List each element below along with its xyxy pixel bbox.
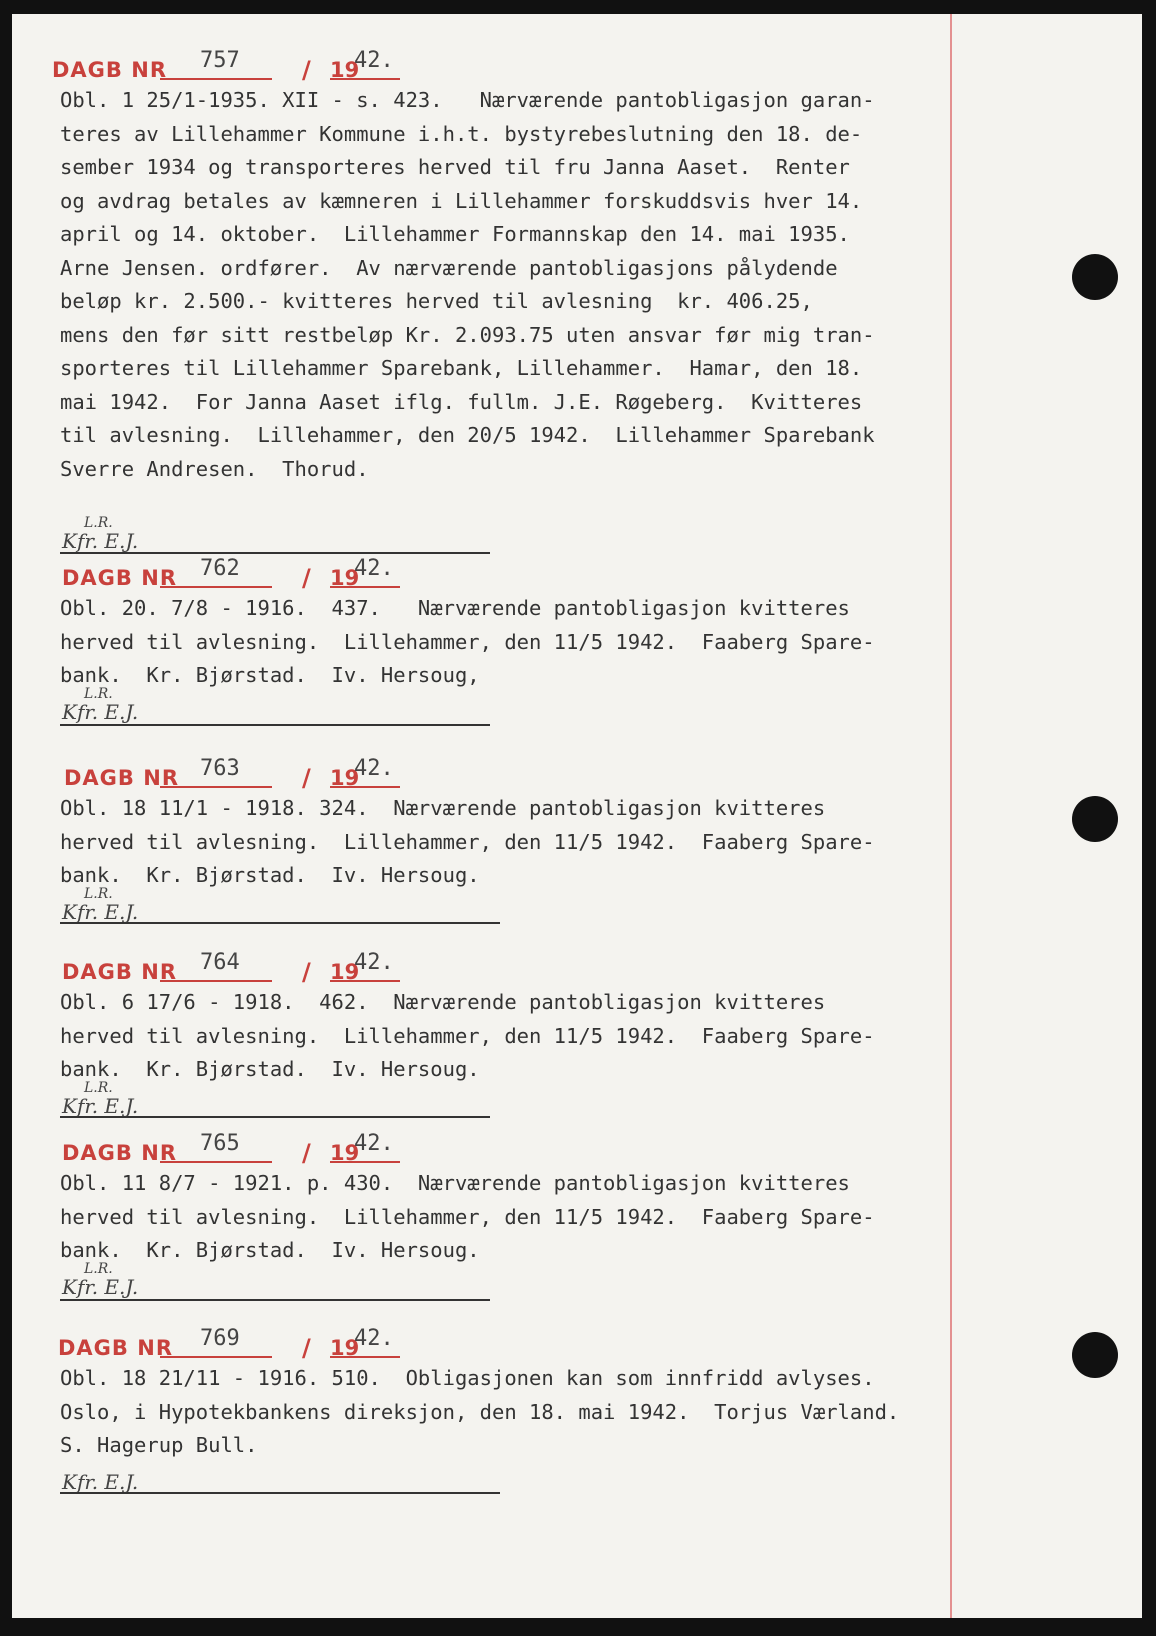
text-line: bank. Kr. Bjørstad. Iv. Hersoug. [60,863,480,887]
handwritten-signature [62,1470,138,1494]
text-line: Obl. 1 25/1-1935. XII - s. 423. Nærværende pantobligasjon garan- [60,88,875,112]
handwritten-signature [62,1080,139,1118]
year-prefix: 19 [330,566,360,590]
text-line: til avlesning. Lillehammer, den 20/5 1942. Lillehammer Sparebank [60,423,875,447]
slash: / [302,1139,311,1167]
number-underline [160,1356,272,1358]
signature-text: Kfr. E.J. [62,900,139,924]
text-line: Sverre Andresen. Thorud. [60,456,369,481]
entry-text [60,1167,950,1268]
text-line: mens den før sitt restbeløp Kr. 2.093.75 uten ansvar før mig tran- [60,322,875,347]
text-line: herved til avlesning. Lillehammer, den 11/5 1942. Faaberg Spare- [60,1204,875,1229]
separator-rule [60,1116,490,1118]
year-prefix: 19 [330,1336,360,1360]
punch-hole [1072,1332,1118,1378]
signature-text: Kfr. E.J. [62,700,139,724]
year-prefix: 19 [330,766,360,790]
signature-text: Kfr. E.J. [62,1275,139,1299]
year-underline [330,586,400,588]
number-underline [160,786,272,788]
entry-header [12,756,432,792]
text-line: beløp kr. 2.500.- kvitteres herved til avlesning kr. 406.25, [60,289,813,313]
text-line: Obl. 6 17/6 - 1918. 462. Nærværende pantobligasjon kvitteres [60,990,826,1014]
slash: / [302,764,311,792]
text-line: sporteres til Lillehammer Sparebank, Lillehammer. Hamar, den 18. [60,356,863,380]
entry-year: 42. [354,1326,394,1351]
punch-hole [1072,254,1118,300]
number-underline [160,1161,272,1163]
entry-year: 42. [354,48,394,73]
text-line: bank. Kr. Bjørstad. Iv. Hersoug, [60,663,480,687]
year-underline [330,1356,400,1358]
separator-rule [60,552,490,554]
handwritten-signature [62,886,139,924]
entry-header [12,950,432,986]
entry-header [12,1326,432,1362]
text-line: Obl. 18 11/1 - 1918. 324. Nærværende pantobligasjon kvitteres [60,796,826,820]
number-underline [160,586,272,588]
entry-number: 757 [200,48,240,73]
signature-text: Kfr. E.J. [62,1470,139,1494]
year-prefix: 19 [330,58,360,82]
separator-rule [60,922,500,924]
separator-rule [60,724,490,726]
number-underline [160,78,272,80]
text-line: bank. Kr. Bjørstad. Iv. Hersoug. [60,1238,480,1262]
document-page [12,14,1142,1618]
year-underline [330,980,400,982]
year-underline [330,78,400,80]
slash: / [302,564,311,592]
text-line: herved til avlesning. Lillehammer, den 11/5 1942. Faaberg Spare- [60,1023,875,1048]
year-prefix: 19 [330,1141,360,1165]
signature-initials: L.R. [84,886,113,902]
entry-header [12,48,432,84]
dagb-label: DAGB NR [52,58,167,82]
text-line: S. Hagerup Bull. [60,1433,258,1457]
text-line: og avdrag betales av kæmneren i Lillehammer forskuddsvis hver 14. [60,188,863,213]
text-line: Arne Jensen. ordfører. Av nærværende pantobligasjons pålydende [60,255,838,280]
margin-rule [950,14,952,1618]
text-line: herved til avlesning. Lillehammer, den 11/5 1942. Faaberg Spare- [60,829,875,854]
signature-initials: L.R. [84,1080,113,1096]
entry-year: 42. [354,556,394,581]
punch-hole [1072,796,1118,842]
text-line: april og 14. oktober. Lillehammer Formannskap den 14. mai 1935. [60,222,850,246]
entry-text [60,1362,950,1463]
entry-number: 769 [200,1326,240,1351]
signature-text: Kfr. E.J. [62,529,139,553]
text-line: teres av Lillehammer Kommune i.h.t. bystyrebeslutning den 18. de- [60,121,863,146]
slash: / [302,1334,311,1362]
slash: / [302,56,311,84]
handwritten-signature [62,686,139,724]
entry-text [60,84,950,486]
entry-year: 42. [354,756,394,781]
entry-number: 762 [200,556,240,581]
signature-text: Kfr. E.J. [62,1094,139,1118]
entry-number: 765 [200,1131,240,1156]
entry-year: 42. [354,1131,394,1156]
handwritten-signature [62,1261,139,1299]
text-line: Obl. 18 21/11 - 1916. 510. Obligasjonen kan som innfridd avlyses. [60,1366,875,1390]
signature-initials: L.R. [84,1261,113,1277]
text-line: sember 1934 og transporteres herved til fru Janna Aaset. Renter [60,155,850,179]
entry-text [60,792,950,893]
dagb-label: DAGB NR [62,1141,177,1165]
entry-text [60,986,950,1087]
signature-initials: L.R. [84,515,113,531]
entry-number: 763 [200,756,240,781]
text-line: Obl. 20. 7/8 - 1916. 437. Nærværende pantobligasjon kvitteres [60,596,850,620]
dagb-label: DAGB NR [58,1336,173,1360]
handwritten-signature [62,515,139,553]
separator-rule [60,1492,500,1494]
year-prefix: 19 [330,960,360,984]
text-line: mai 1942. For Janna Aaset iflg. fullm. J.E. Røgeberg. Kvitteres [60,389,863,414]
dagb-label: DAGB NR [64,766,179,790]
dagb-label: DAGB NR [62,960,177,984]
separator-rule [60,1299,490,1301]
slash: / [302,958,311,986]
text-line: herved til avlesning. Lillehammer, den 11/5 1942. Faaberg Spare- [60,629,875,654]
entry-header [12,556,432,592]
entry-text [60,592,950,693]
text-line: bank. Kr. Bjørstad. Iv. Hersoug. [60,1057,480,1081]
entry-header [12,1131,432,1167]
year-underline [330,786,400,788]
year-underline [330,1161,400,1163]
entry-year: 42. [354,950,394,975]
text-line: Oslo, i Hypotekbankens direksjon, den 18. mai 1942. Torjus Værland. [60,1399,900,1424]
number-underline [160,980,272,982]
text-line: Obl. 11 8/7 - 1921. p. 430. Nærværende pantobligasjon kvitteres [60,1171,850,1195]
signature-initials: L.R. [84,686,113,702]
entry-number: 764 [200,950,240,975]
dagb-label: DAGB NR [62,566,177,590]
